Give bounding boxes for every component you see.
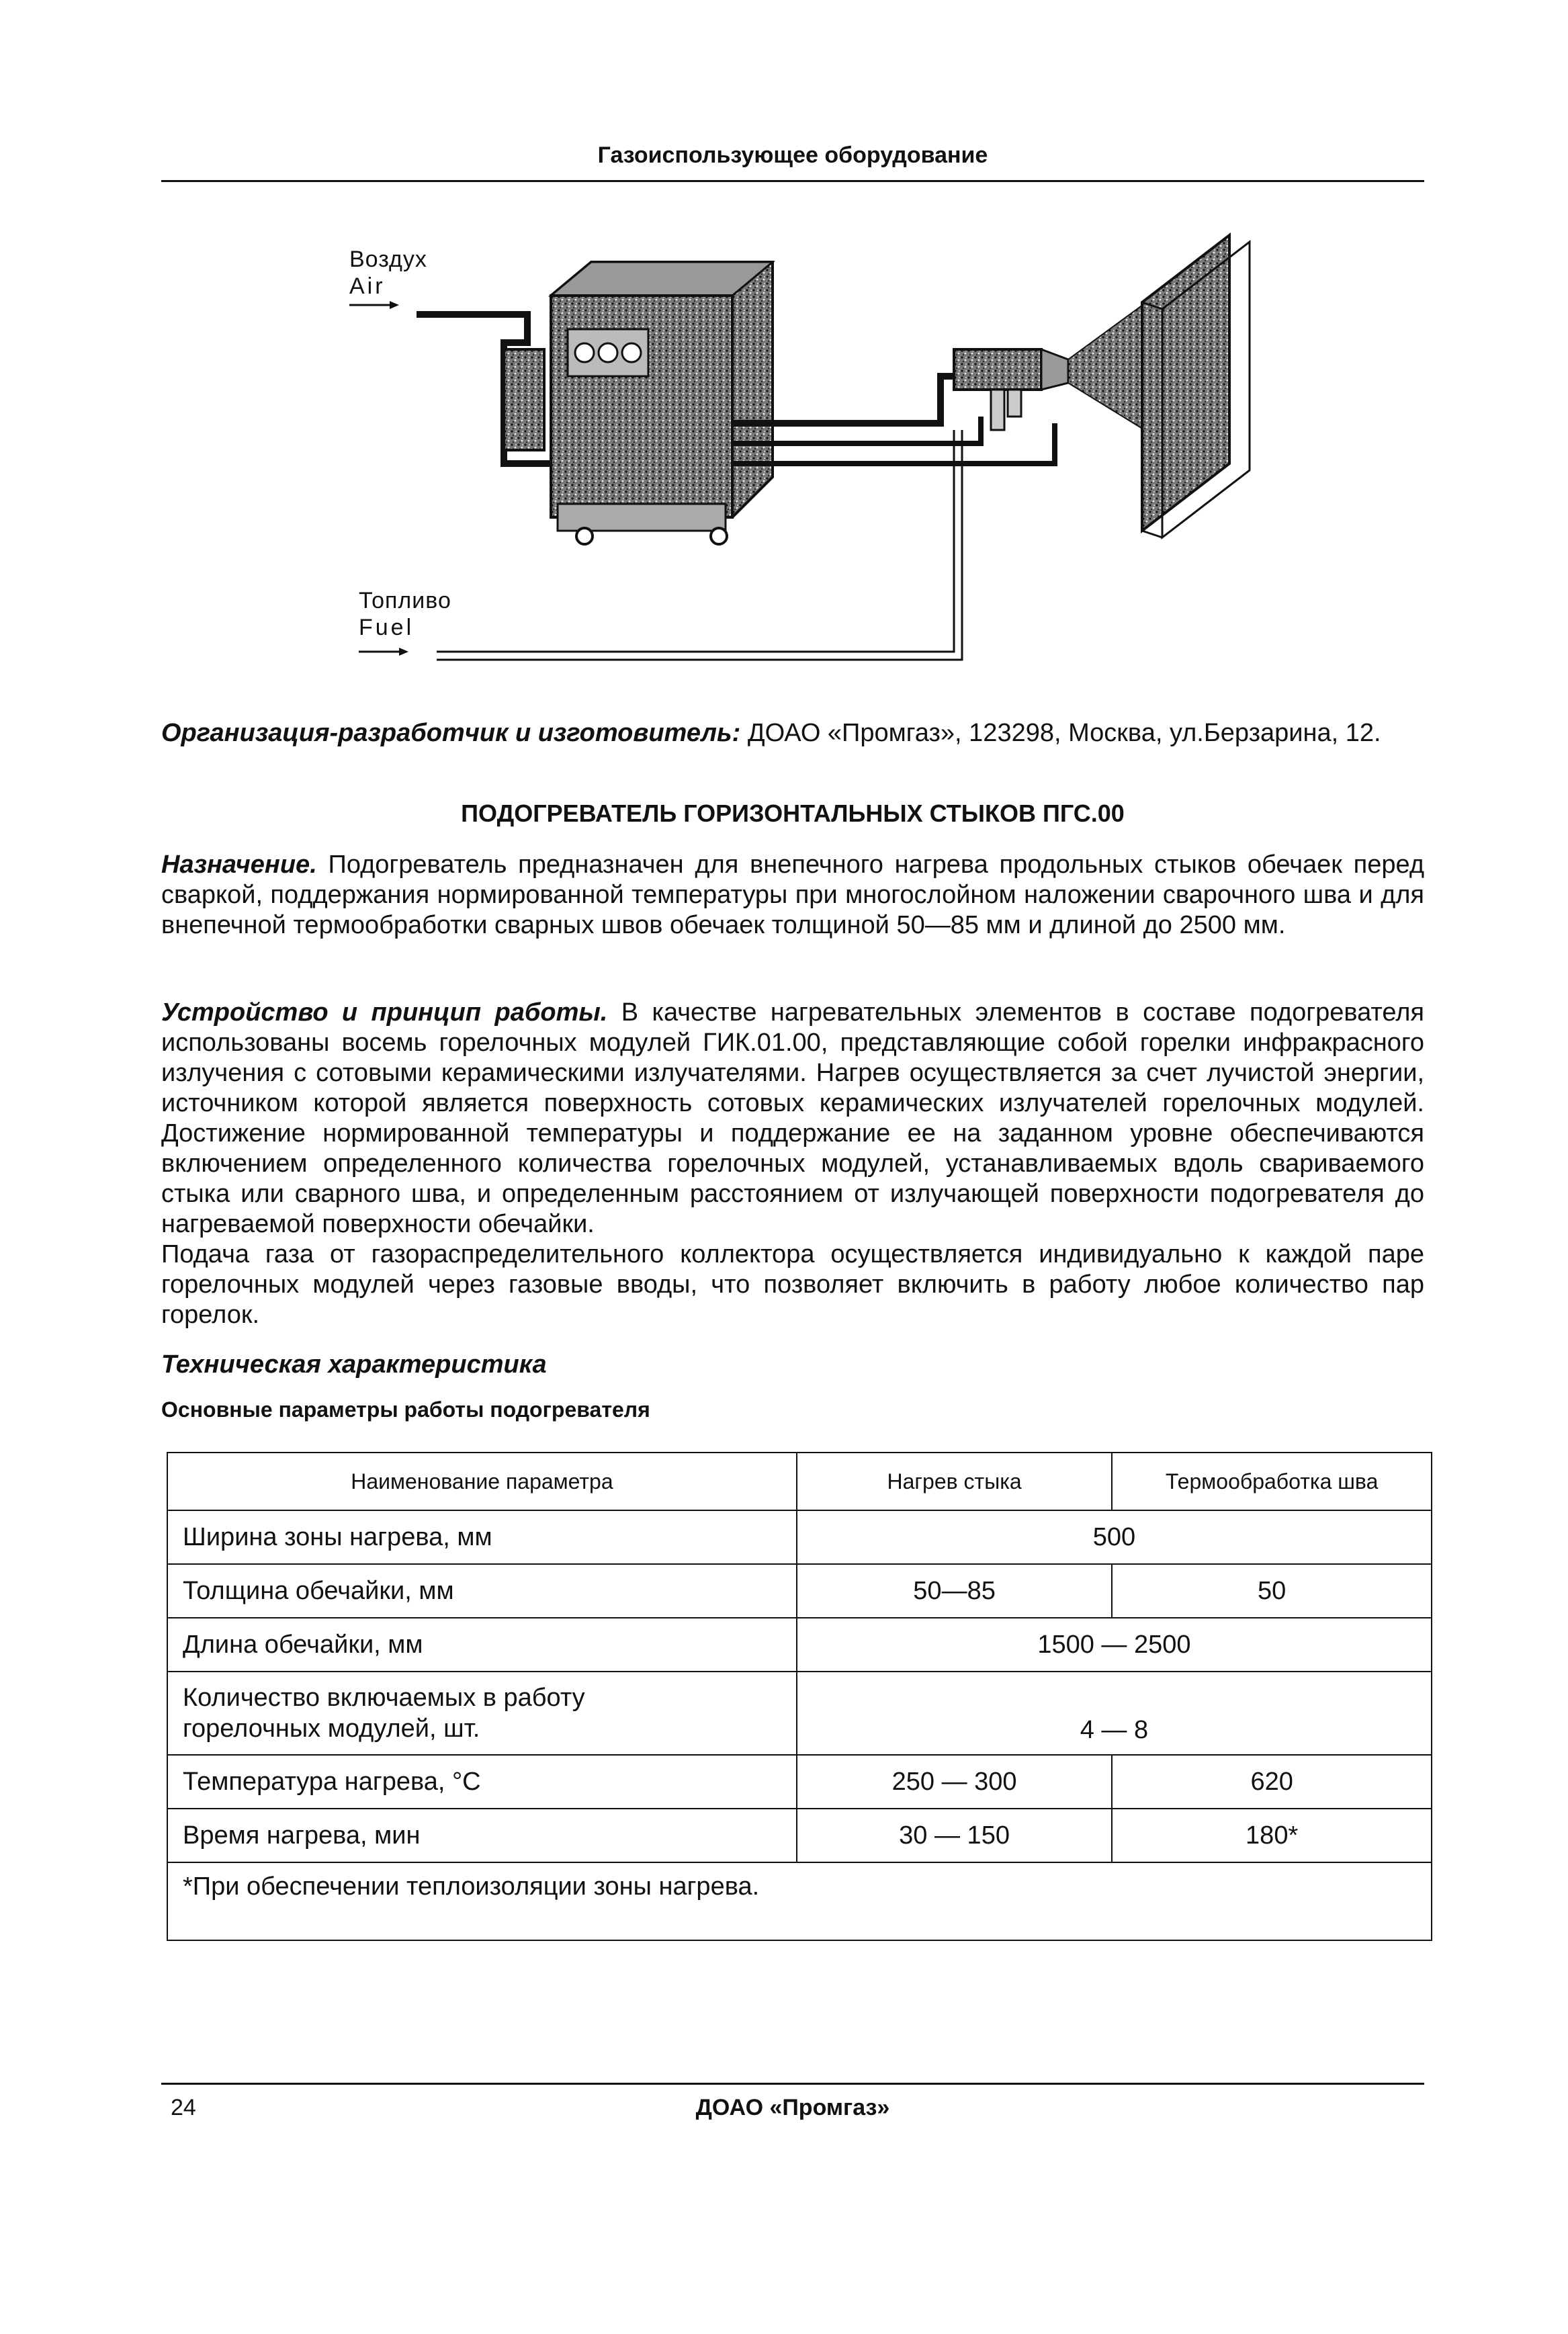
tech-title: Техническая характеристика <box>161 1350 547 1379</box>
wheel-icon <box>576 528 593 544</box>
parameters-table <box>167 1452 1432 1941</box>
header-param-name: Наименование параметра <box>167 1453 797 1510</box>
table-row <box>167 1618 1432 1672</box>
row-value: 1500 — 2500 <box>797 1618 1432 1672</box>
header-heat-treatment: Термообработка шва <box>1112 1453 1432 1510</box>
heater-diagram <box>336 222 1276 692</box>
row-name: Длина обечайки, мм <box>167 1618 797 1672</box>
wheel-icon <box>711 528 727 544</box>
row-name: Толщина обечайки, мм <box>167 1564 797 1618</box>
running-header: Газоиспользующее оборудование <box>597 142 988 168</box>
row-value: 50—85 <box>797 1564 1112 1618</box>
purpose-text: Подогреватель предназначен для внепечного нагрева продольных стыков обечаек перед сваркой, поддержания нормированной температуры при многослойном наложении сварочного шва и для внепечной термообработки сварных швов обечаек толщиной 50—85 мм и длиной до 2500 мм. <box>161 851 1424 939</box>
air-label-ru: Воздух <box>349 247 427 272</box>
diagram-drawing <box>336 222 1276 692</box>
row-value: 50 <box>1112 1564 1432 1618</box>
fuel-label-en: Fuel <box>359 615 415 640</box>
design-paragraph <box>161 998 1424 1240</box>
row-name <box>167 1672 797 1755</box>
fuel-arrow <box>359 648 408 656</box>
table-caption: Основные параметры работы подогревателя <box>161 1397 650 1422</box>
gauge-icon <box>599 343 617 362</box>
row-value: 30 — 150 <box>797 1809 1112 1862</box>
row-name-line-2: горелочных модулей, шт. <box>183 1715 480 1743</box>
footer-organization: ДОАО «Промгаз» <box>695 2095 890 2120</box>
design-paragraph-2 <box>161 1240 1424 1330</box>
air-arrow <box>349 301 399 309</box>
row-name-line-1: Количество включаемых в работу <box>183 1684 585 1712</box>
footer-rule <box>161 2083 1424 2085</box>
emitter-panel <box>1142 235 1250 537</box>
header-rule <box>161 180 1424 182</box>
gauge-icon <box>622 343 641 362</box>
section-title: ПОДОГРЕВАТЕЛЬ ГОРИЗОНТАЛЬНЫХ СТЫКОВ ПГС.00 <box>461 799 1125 827</box>
row-name: Время нагрева, мин <box>167 1809 797 1862</box>
header-joint-heating: Нагрев стыка <box>797 1453 1112 1510</box>
table-row <box>167 1564 1432 1618</box>
fuel-label-ru: Топливо <box>359 588 451 613</box>
row-name: Температура нагрева, °С <box>167 1755 797 1809</box>
row-value: 620 <box>1112 1755 1432 1809</box>
air-label-en: Air <box>349 273 386 299</box>
organization-line <box>161 719 1424 748</box>
row-value: 4 — 8 <box>797 1672 1432 1755</box>
table-row <box>167 1809 1432 1862</box>
row-name: Ширина зоны нагрева, мм <box>167 1510 797 1564</box>
table-row <box>167 1672 1432 1755</box>
purpose-label: Назначение. <box>161 851 317 879</box>
row-value: 180* <box>1112 1809 1432 1862</box>
design-label: Устройство и принцип работы. <box>161 998 608 1027</box>
row-value: 250 — 300 <box>797 1755 1112 1809</box>
design-text: В качестве нагревательных элементов в составе подогревателя использованы восемь горелочных модулей ГИК.01.00, представляющие собой горелки инфракрасного излучения с сотовыми керамическими излучателями. Нагрев осуществляется за счет лучистой энергии, источником которой является поверхность сотовых керамических излучателей горелочных модулей. Достижение нормированной температуры и поддержание ее на заданном уровне обеспечиваются включением определенного количества горелочных модулей, устанавливаемых вдоль свариваемого стыка или сварного шва, и определенным расстоянием от излучающей поверхности подогревателя до нагреваемой поверхности обечайки. <box>161 998 1424 1238</box>
design-text-2: Подача газа от газораспределительного коллектора осуществляется индивидуально к каждой паре горелочных модулей через газовые вводы, что позволяет включить в работу любое количество пар горелок. <box>161 1240 1424 1329</box>
row-value: 500 <box>797 1510 1432 1564</box>
gauge-icon <box>575 343 594 362</box>
table-header-row <box>167 1453 1432 1510</box>
organization-value: ДОАО «Промгаз», 123298, Москва, ул.Берзарина, 12. <box>747 719 1381 747</box>
purpose-paragraph <box>161 850 1424 941</box>
table-row <box>167 1510 1432 1564</box>
organization-label: Организация-разработчик и изготовитель: <box>161 719 741 747</box>
table-note-row <box>167 1862 1432 1940</box>
table-footnote: *При обеспечении теплоизоляции зоны нагрева. <box>167 1862 1432 1940</box>
page-number: 24 <box>171 2095 196 2120</box>
table-row <box>167 1755 1432 1809</box>
heat-exchanger <box>504 349 544 450</box>
control-cabinet <box>551 262 773 544</box>
burner-block <box>954 349 1068 430</box>
